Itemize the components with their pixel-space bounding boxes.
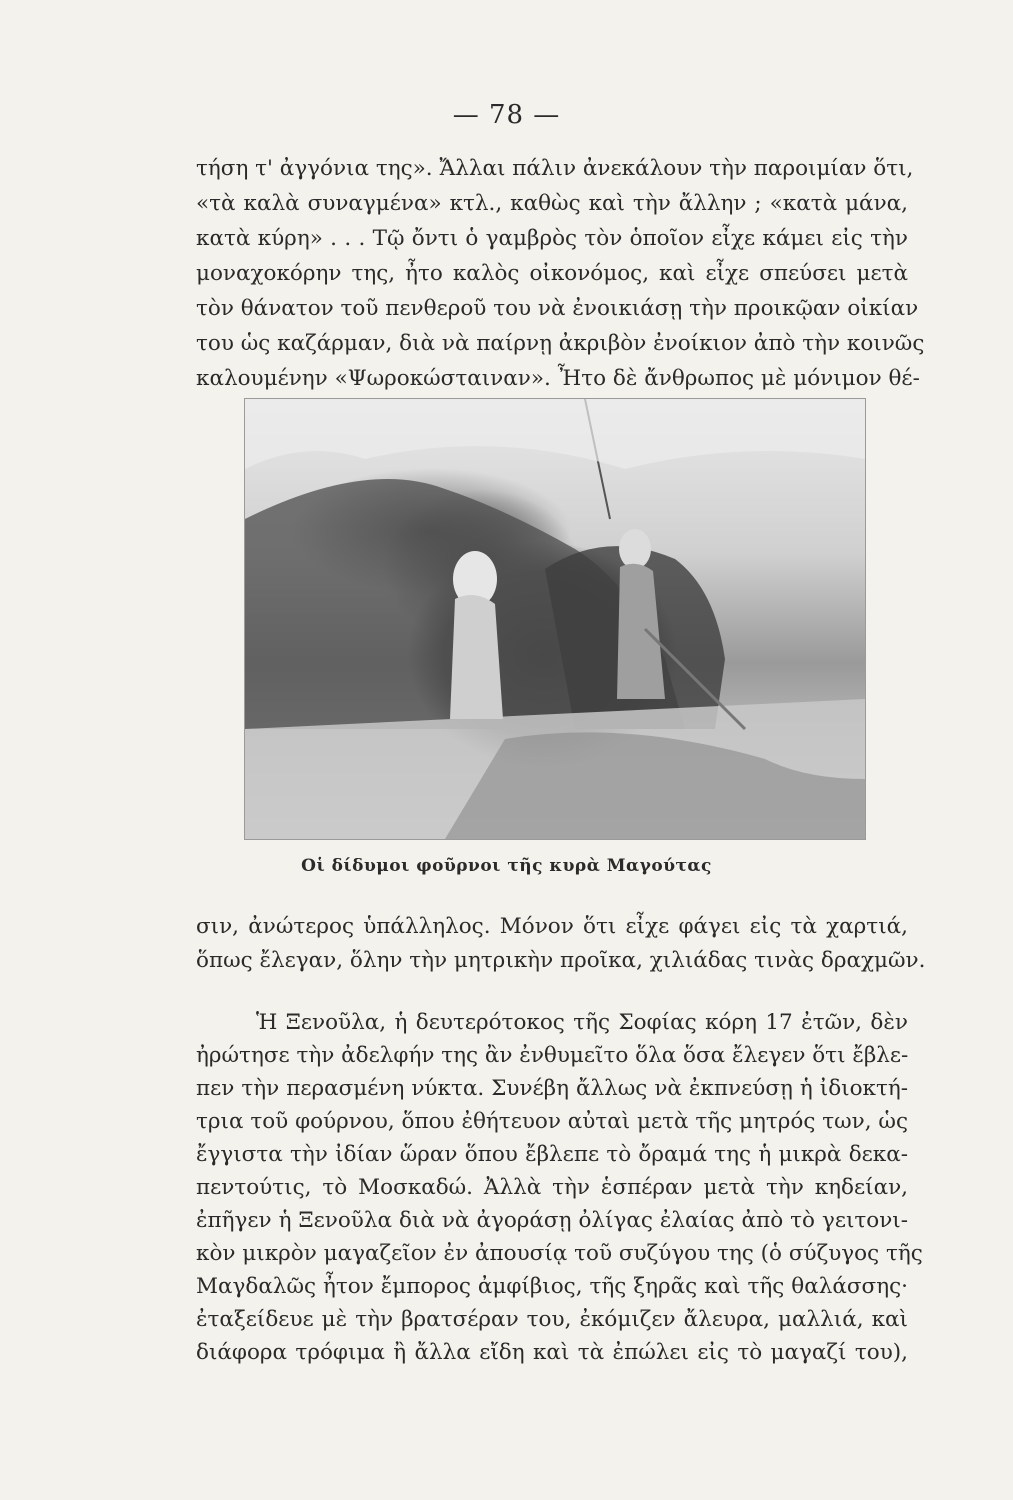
text-line: μοναχοκόρην της, ἦτο καλὸς οἰκονόμος, καὶ εἶχε σπεύσει μετὰ [196,261,908,286]
text-line: του ὡς καζάρμαν, διὰ νὰ παίρνῃ ἀκριβὸν ἐνοίκιον ἀπὸ τὴν κοινῶς [196,331,925,356]
text-line: πεν τὴν περασμένη νύκτα. Συνέβη ἄλλως νὰ ἐκπνεύσῃ ἡ ἰδιοκτή- [196,1076,908,1101]
text-line: πεντούτις, τὸ Μοσκαδώ. Ἀλλὰ τὴν ἑσπέραν μετὰ τὴν κηδείαν, [196,1175,908,1200]
text-line: τρια τοῦ φούρνου, ὅπου ἐθήτευον αὐταὶ μετὰ τῆς μητρός των, ὡς [196,1109,908,1134]
text-line: κὸν μικρὸν μαγαζεῖον ἐν ἀπουσίᾳ τοῦ συζύγου της (ὁ σύζυγος τῆς [196,1241,923,1266]
text-line: διάφορα τρόφιμα ἢ ἄλλα εἴδη καὶ τὰ ἐπώλει εἰς τὸ μαγαζί του), [196,1340,908,1365]
text-line: ἐπῆγεν ἡ Ξενοῦλα διὰ νὰ ἀγοράσῃ ὀλίγας ἐλαίας ἀπὸ τὸ γειτονι- [196,1208,908,1233]
text-line: τήση τ' ἀγγόνια της». Ἄλλαι πάλιν ἀνεκάλουν τὴν παροιμίαν ὅτι, [196,156,914,181]
text-line: ὅπως ἔλεγαν, ὅλην τὴν μητρικὴν προῖκα, χιλιάδας τινὰς δραχμῶν. [196,948,926,973]
text-line: κατὰ κύρη» . . . Τῷ ὄντι ὁ γαμβρὸς τὸν ὁποῖον εἶχε κάμει εἰς τὴν [196,226,908,251]
photograph-twin-ovens [244,398,866,840]
photo-illustration [245,399,865,839]
page-number: — 78 — [452,100,561,130]
text-line: ἠρώτησε τὴν ἀδελφήν της ἂν ἐνθυμεῖτο ὅλα ὅσα ἔλεγεν ὅτι ἔβλε- [196,1043,909,1068]
text-line: «τὰ καλὰ συναγμένα» κτλ., καθὼς καὶ τὴν ἄλλην ; «κατὰ μάνα, [196,191,908,216]
text-line: Ἡ Ξενοῦλα, ἡ δευτερότοκος τῆς Σοφίας κόρη 17 ἐτῶν, δὲν [256,1010,908,1035]
text-line: Μαγδαλῶς ἦτον ἔμπορος ἀμφίβιος, τῆς ξηρᾶς καὶ τῆς θαλάσσης· [196,1274,908,1299]
text-line: ἔγγιστα τὴν ἰδίαν ὥραν ὅπου ἔβλεπε τὸ ὄραμά της ἡ μικρὰ δεκα- [196,1142,908,1167]
text-line: σιν, ἀνώτερος ὑπάλληλος. Μόνον ὅτι εἶχε φάγει εἰς τὰ χαρτιά, [196,914,908,939]
photo-caption: Οἱ δίδυμοι φοῦρνοι τῆς κυρὰ Μαγούτας [301,856,712,876]
text-line: καλουμένην «Ψωροκώσταιναν». Ἦτο δὲ ἄνθρωπος μὲ μόνιμον θέ- [196,366,920,391]
text-line: τὸν θάνατον τοῦ πενθεροῦ του νὰ ἐνοικιάσῃ τὴν προικῷαν οἰκίαν [196,296,919,321]
text-line: ἐταξείδευε μὲ τὴν βρατσέραν του, ἐκόμιζεν ἄλευρα, μαλλιά, καὶ [196,1307,908,1332]
